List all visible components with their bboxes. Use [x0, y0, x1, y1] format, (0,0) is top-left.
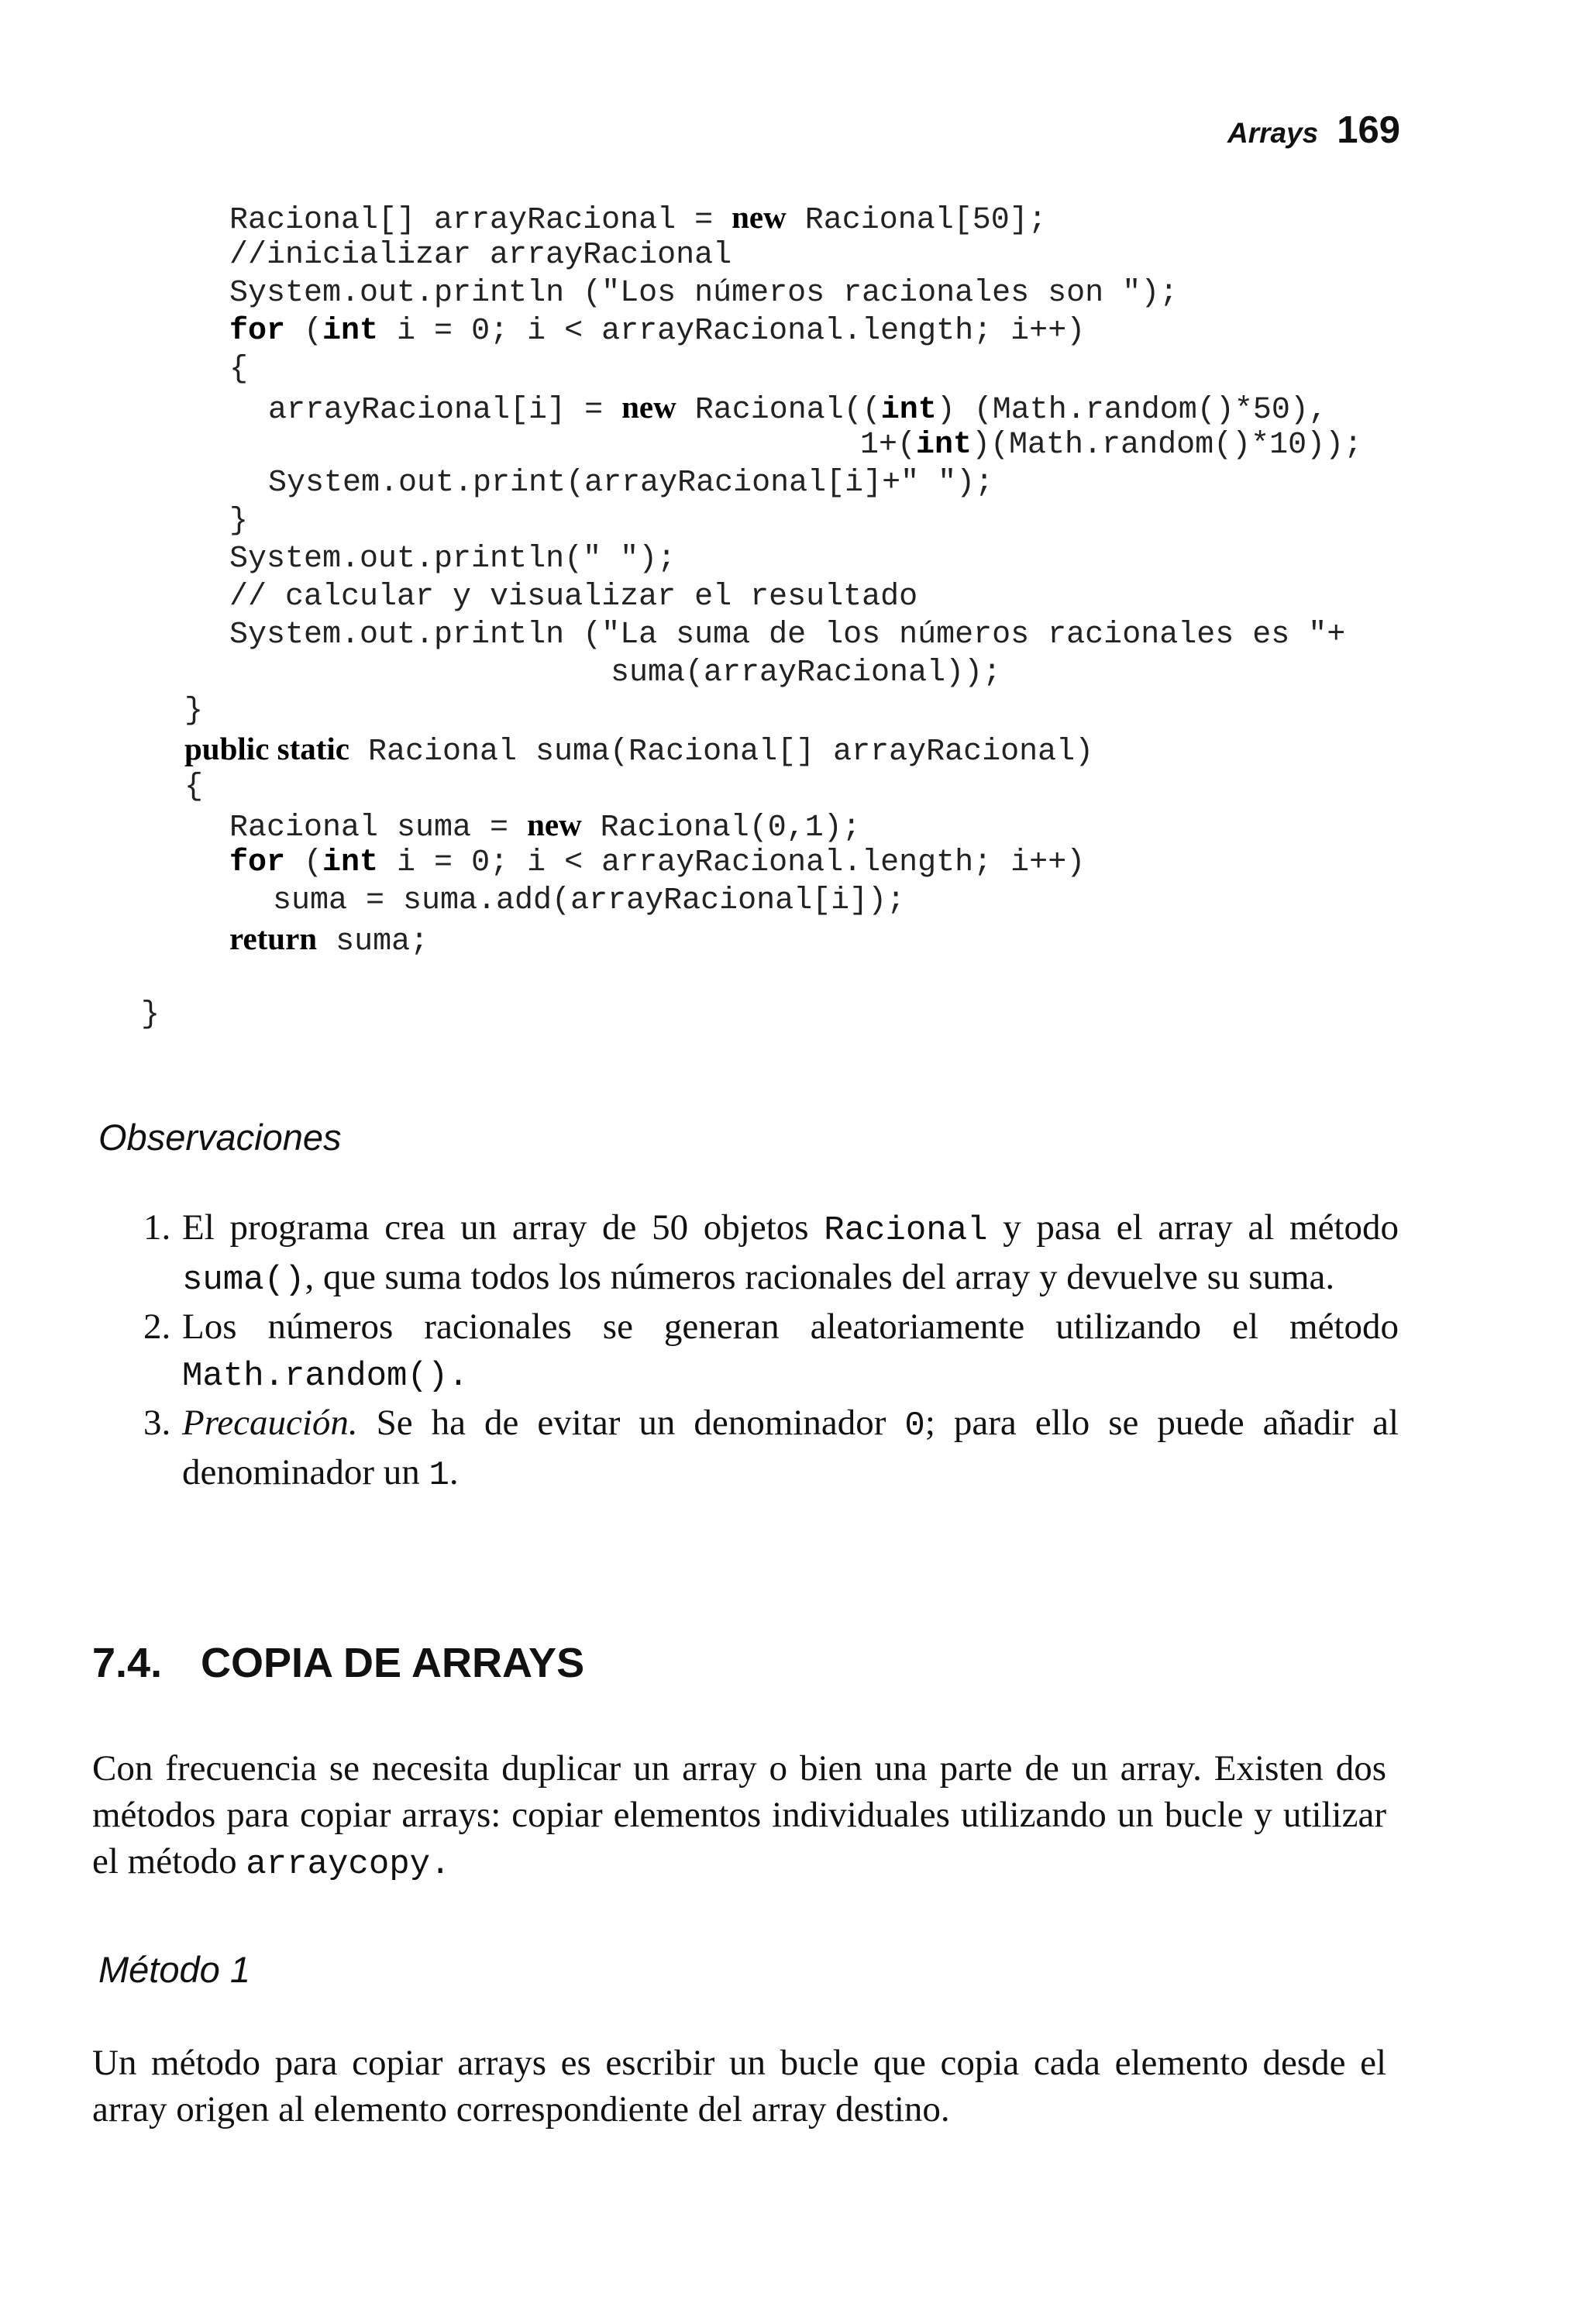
- code-line: [268, 388, 1327, 426]
- text-run: Se ha de evitar un denominador: [357, 1403, 905, 1443]
- code-text: }: [184, 694, 204, 728]
- code-keyword: public static: [184, 731, 349, 766]
- code-text: Racional[50];: [786, 203, 1047, 238]
- text-run: El programa crea un array de 50 objetos: [182, 1207, 824, 1248]
- code-line: [229, 540, 676, 578]
- code-text: suma;: [317, 924, 429, 959]
- list-item-text: [182, 1400, 1399, 1499]
- code-text: Racional(0,1);: [581, 811, 861, 845]
- code-line: [229, 578, 917, 616]
- code-keyword: int: [880, 393, 937, 428]
- code-text: Racional[] arrayRacional =: [229, 203, 732, 238]
- code-keyword: new: [621, 389, 676, 425]
- text-run: .: [449, 1452, 459, 1493]
- code-text: (: [285, 314, 323, 349]
- code-text: System.out.print(arrayRacional[i]+" ");: [268, 466, 994, 501]
- inline-code: Racional: [824, 1211, 988, 1250]
- section-number: 7.4.: [92, 1640, 163, 1686]
- text-run: Con frecuencia se necesita duplicar un array o bien una parte de un array. Existen dos métodos para copiar arrays: copiar elementos individuales utilizando un bucle y utilizar el método: [92, 1748, 1386, 1882]
- code-keyword: int: [322, 845, 379, 880]
- code-text: //inicializar arrayRacional: [229, 238, 732, 273]
- list-item-text: [182, 1303, 1399, 1400]
- metodo1-heading: Método 1: [98, 1949, 250, 1990]
- code-line: [184, 692, 203, 730]
- running-head: [1227, 108, 1400, 152]
- code-line: [268, 464, 993, 502]
- code-line: [611, 654, 1001, 692]
- code-line: [229, 198, 1047, 236]
- code-keyword: return: [229, 921, 318, 956]
- code-line: [229, 920, 429, 958]
- inline-code: 0: [904, 1406, 925, 1445]
- section-intro-paragraph: [92, 1745, 1386, 1888]
- code-text: 1+(: [860, 428, 917, 463]
- code-text: }: [141, 997, 160, 1032]
- code-text: i = 0; i < arrayRacional.length; i++): [378, 845, 1086, 880]
- inline-code: 1: [429, 1456, 449, 1495]
- metodo1-paragraph: Un método para copiar arrays es escribir un bucle que copia cada elemento desde el array origen al elemento correspondiente del array destino.: [92, 2043, 1386, 2129]
- code-line: [229, 806, 861, 844]
- code-line: [184, 730, 1093, 768]
- list-item-text: [182, 1204, 1399, 1303]
- list-number: 2.: [143, 1307, 171, 1347]
- code-line: [229, 350, 248, 388]
- code-line: [184, 768, 203, 806]
- code-text: }: [229, 504, 249, 539]
- code-text: ) (Math.random()*50),: [936, 393, 1327, 428]
- code-text: )(Math.random()*10));: [972, 428, 1363, 463]
- inline-code: suma(): [182, 1261, 305, 1300]
- code-line: [229, 312, 1085, 350]
- list-item: [143, 1400, 1399, 1499]
- page-number: 169: [1337, 109, 1400, 151]
- code-text: System.out.println ("Los números racionales son ");: [229, 276, 1179, 311]
- text-run: y pasa el array al método: [987, 1207, 1399, 1248]
- code-text: System.out.println(" ");: [229, 542, 676, 577]
- text-run: , que suma todos los números racionales del array y devuelve su suma.: [305, 1257, 1335, 1297]
- code-line: [229, 236, 732, 274]
- code-line: [860, 426, 1362, 464]
- code-line: [229, 502, 248, 540]
- code-text: System.out.println ("La suma de los números racionales es "+: [229, 618, 1346, 652]
- text-run: Los números racionales se generan aleatoriamente utilizando el método: [182, 1307, 1399, 1347]
- section-title: COPIA DE ARRAYS: [201, 1640, 585, 1686]
- code-text: Racional((: [676, 393, 881, 428]
- code-text: // calcular y visualizar el resultado: [229, 580, 918, 615]
- code-keyword: for: [229, 845, 286, 880]
- section-heading: [92, 1639, 584, 1687]
- list-item: [143, 1303, 1399, 1400]
- code-keyword: int: [916, 428, 973, 463]
- code-text: arrayRacional[i] =: [268, 393, 622, 428]
- code-text: suma(arrayRacional));: [611, 656, 1002, 690]
- italic-text: Precaución.: [182, 1403, 358, 1443]
- code-text: suma = suma.add(arrayRacional[i]);: [273, 883, 906, 918]
- code-text: {: [229, 352, 249, 387]
- code-keyword: for: [229, 314, 286, 349]
- text-run: ; para ello se puede añadir al denominador un: [182, 1403, 1399, 1493]
- code-line: [229, 616, 1345, 654]
- code-keyword: new: [732, 199, 787, 235]
- code-line: [273, 882, 905, 920]
- inline-code: Math.random().: [182, 1357, 469, 1396]
- list-number: 1.: [143, 1207, 171, 1248]
- code-text: Racional suma =: [229, 811, 528, 845]
- code-keyword: int: [322, 314, 379, 349]
- code-line: [229, 274, 1178, 312]
- observaciones-heading: Observaciones: [98, 1117, 342, 1158]
- code-text: (: [285, 845, 323, 880]
- inline-code: arraycopy.: [246, 1845, 451, 1884]
- code-line: [141, 996, 160, 1034]
- code-text: {: [184, 770, 204, 804]
- code-line: [229, 844, 1085, 882]
- list-number: 3.: [143, 1403, 171, 1443]
- code-text: i = 0; i < arrayRacional.length; i++): [378, 314, 1086, 349]
- running-title: Arrays: [1227, 117, 1319, 149]
- observaciones-list: [143, 1204, 1399, 1499]
- code-text: Racional suma(Racional[] arrayRacional): [349, 735, 1094, 770]
- list-item: [143, 1204, 1399, 1303]
- code-keyword: new: [527, 807, 582, 842]
